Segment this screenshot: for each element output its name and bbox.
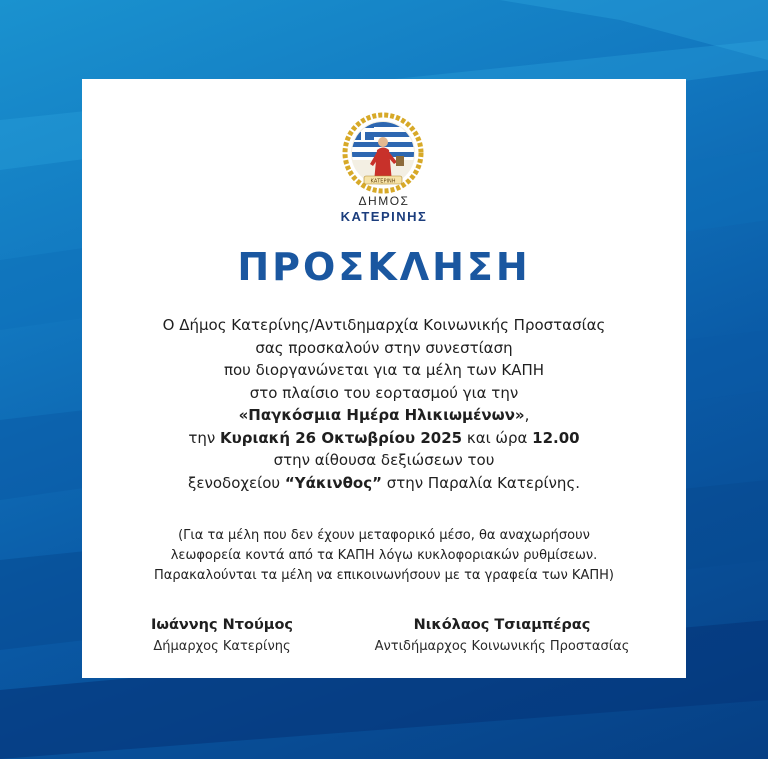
event-date: Κυριακή 26 Οκτωβρίου 2025 xyxy=(220,428,463,447)
hotel-line xyxy=(82,472,686,495)
invitation-card xyxy=(82,79,686,678)
note-line-2: λεωφορεία κοντά από τα ΚΑΠΗ λόγω κυκλοφοριακών ρυθμίσεων. xyxy=(170,548,598,563)
logo-seal-text: ΚΑΤΕΡΙΝΗ xyxy=(370,178,396,185)
event-time: 12.00 xyxy=(532,428,580,447)
signatory-name: Ιωάννης Ντούμος xyxy=(150,617,294,633)
invitation-body xyxy=(82,314,686,494)
signature-deputy-mayor xyxy=(352,617,652,654)
signatory-role: Δήμαρχος Κατερίνης xyxy=(153,639,291,654)
hotel-name: “Υάκινθος” xyxy=(284,473,382,492)
note-line-1: (Για τα μέλη που δεν έχουν μεταφορικό μέσο, θα αναχωρήσουν xyxy=(178,528,590,543)
page-title: ΠΡΟΣΚΛΗΣΗ xyxy=(237,245,531,289)
date-line xyxy=(82,427,686,450)
body-line-7: στην αίθουσα δεξιώσεων του xyxy=(273,451,495,469)
municipality-logo xyxy=(342,112,424,194)
hotel-suffix: στην Παραλία Κατερίνης. xyxy=(381,473,581,492)
event-name-line xyxy=(82,404,686,427)
date-prefix: την xyxy=(188,428,221,447)
event-name: «Παγκόσμια Ημέρα Ηλικιωμένων» xyxy=(238,406,525,424)
body-line-4: στο πλαίσιο του εορτασμού για την xyxy=(249,383,519,402)
hotel-prefix: ξενοδοχείου xyxy=(187,473,285,492)
body-line-2: σας προσκαλούν στην συνεστίαση xyxy=(255,338,513,357)
signatory-role: Αντιδήμαρχος Κοινωνικής Προστασίας xyxy=(374,639,630,654)
body-line-1: Ο Δήμος Κατερίνης/Αντιδημαρχία Κοινωνικής Προστασίας xyxy=(162,316,606,334)
note-line-3: Παρακαλούνται τα μέλη να επικοινωνήσουν με τα γραφεία των ΚΑΠΗ) xyxy=(154,568,614,583)
body-line-3: που διοργανώνεται για τα μέλη των ΚΑΠΗ xyxy=(223,361,545,379)
signature-mayor xyxy=(122,617,322,654)
event-name-suffix: , xyxy=(524,406,530,424)
signatory-name: Νικόλαος Τσιαμπέρας xyxy=(413,617,591,633)
municipality-name: ΚΑΤΕΡΙΝΗΣ xyxy=(340,209,428,224)
transport-note xyxy=(82,526,686,586)
time-prefix: και ώρα xyxy=(462,428,533,447)
municipality-label: ΔΗΜΟΣ xyxy=(358,194,410,208)
